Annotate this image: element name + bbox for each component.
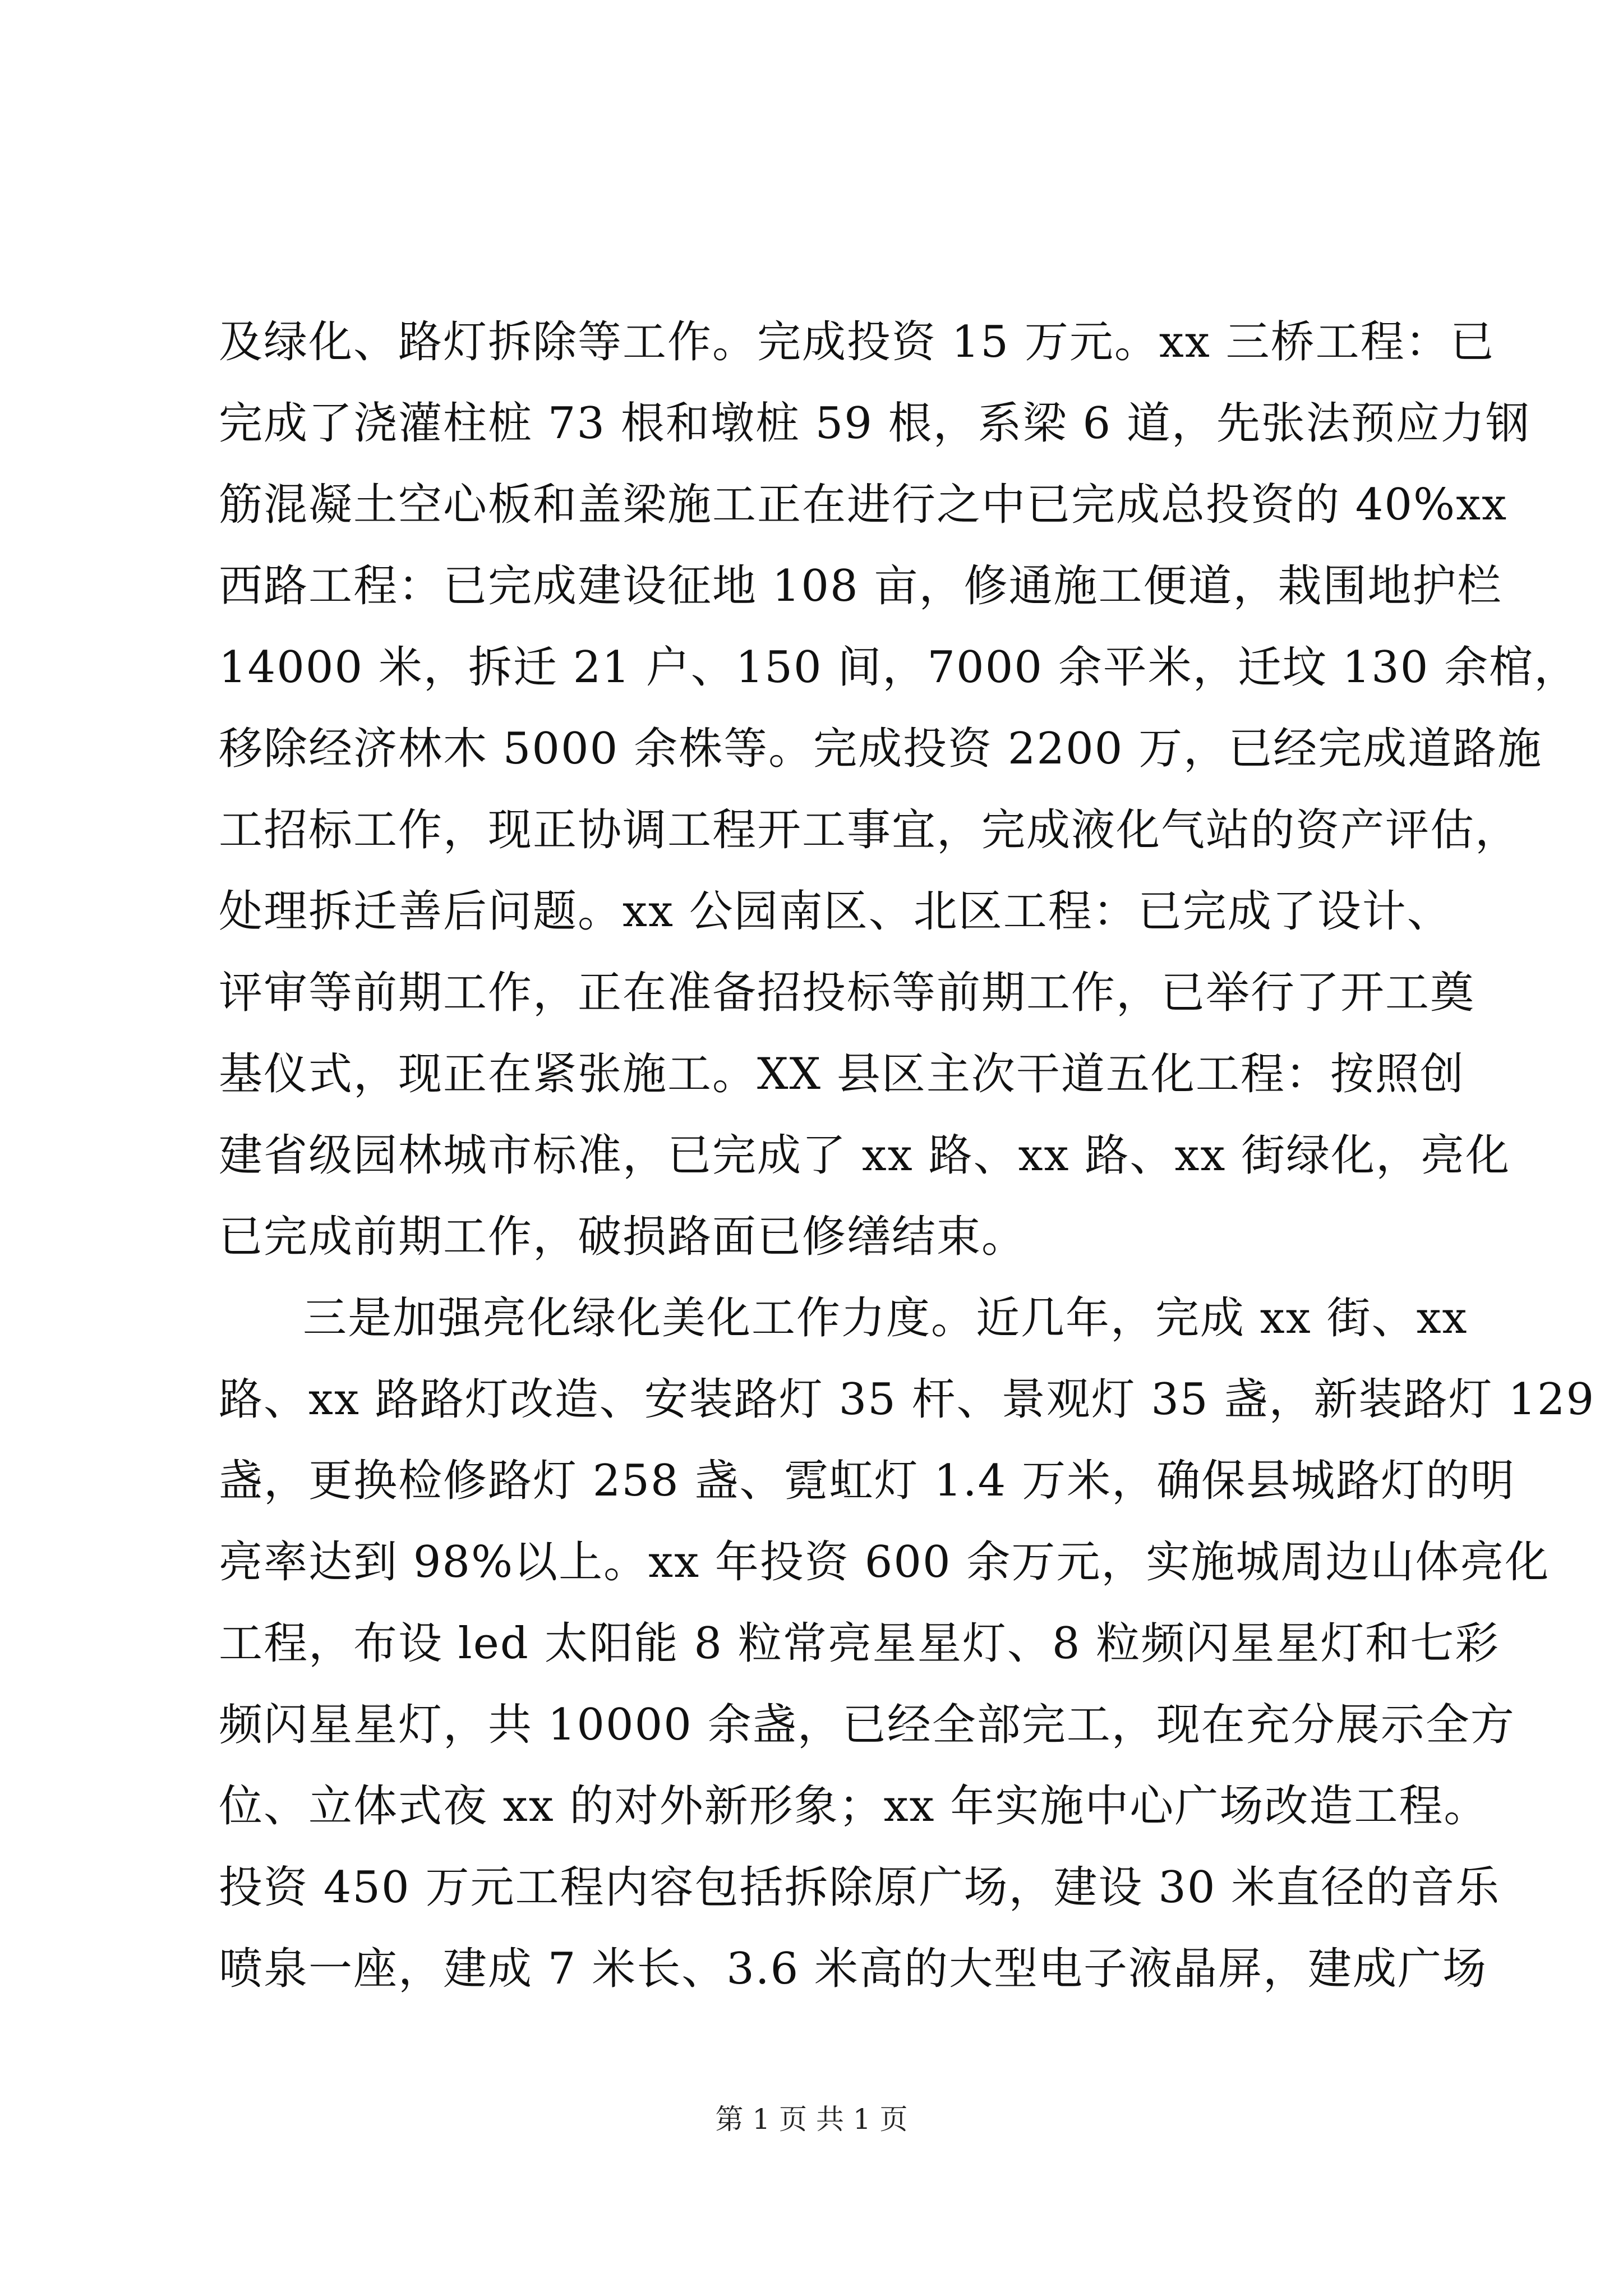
text-line: 建省级园林城市标准，已完成了 xx 路、xx 路、xx 街绿化，亮化 bbox=[219, 1130, 1511, 1181]
text-line: 基仪式，现正在紧张施工。XX 县区主次干道五化工程：按照创 bbox=[219, 1049, 1465, 1099]
text-line: 移除经济林木 5000 余株等。完成投资 2200 万，已经完成道路施 bbox=[219, 724, 1543, 774]
text-line: 亮率达到 98%以上。xx 年投资 600 余万元，实施城周边山体亮化 bbox=[219, 1537, 1550, 1588]
text-line: 筋混凝土空心板和盖梁施工正在进行之中已完成总投资的 40%xx bbox=[219, 480, 1508, 530]
paragraph-first-line: 三是加强亮化绿化美化工作力度。近几年，完成 xx 街、xx bbox=[303, 1293, 1468, 1343]
text-line: 14000 米，拆迁 21 户、150 间，7000 余平米，迁坟 130 余棺， bbox=[219, 642, 1579, 693]
text-line: 频闪星星灯，共 10000 余盏，已经全部完工，现在充分展示全方 bbox=[219, 1700, 1515, 1750]
text-line: 位、立体式夜 xx 的对外新形象；xx 年实施中心广场改造工程。 bbox=[219, 1781, 1489, 1832]
text-line: 及绿化、路灯拆除等工作。完成投资 15 万元。xx 三桥工程：已 bbox=[219, 317, 1495, 367]
paragraph-end-line: 已完成前期工作，破损路面已修缮结束。 bbox=[219, 1212, 1027, 1262]
text-line: 投资 450 万元工程内容包括拆除原广场，建设 30 米直径的音乐 bbox=[219, 1862, 1501, 1913]
document-body bbox=[219, 302, 1596, 2010]
text-line: 喷泉一座，建成 7 米长、3.6 米高的大型电子液晶屏，建成广场 bbox=[219, 1944, 1488, 1994]
page-footer: 第 1 页 共 1 页 bbox=[715, 2103, 908, 2136]
text-line: 完成了浇灌柱桩 73 根和墩桩 59 根，系梁 6 道，先张法预应力钢 bbox=[219, 398, 1530, 449]
text-line: 西路工程：已完成建设征地 108 亩，修通施工便道，栽围地护栏 bbox=[219, 561, 1502, 611]
text-line: 工程，布设 led 太阳能 8 粒常亮星星灯、8 粒频闪星星灯和七彩 bbox=[219, 1618, 1500, 1669]
text-line: 盏，更换检修路灯 258 盏、霓虹灯 1.4 万米，确保县城路灯的明 bbox=[219, 1456, 1516, 1506]
text-line: 工招标工作，现正协调工程开工事宜，完成液化气站的资产评估， bbox=[219, 805, 1520, 855]
text-line: 处理拆迁善后问题。xx 公园南区、北区工程：已完成了设计、 bbox=[219, 886, 1452, 937]
text-line: 评审等前期工作，正在准备招投标等前期工作，已举行了开工奠 bbox=[219, 968, 1476, 1018]
text-line: 路、xx 路路灯改造、安装路灯 35 杆、景观灯 35 盏，新装路灯 129 bbox=[219, 1374, 1596, 1425]
